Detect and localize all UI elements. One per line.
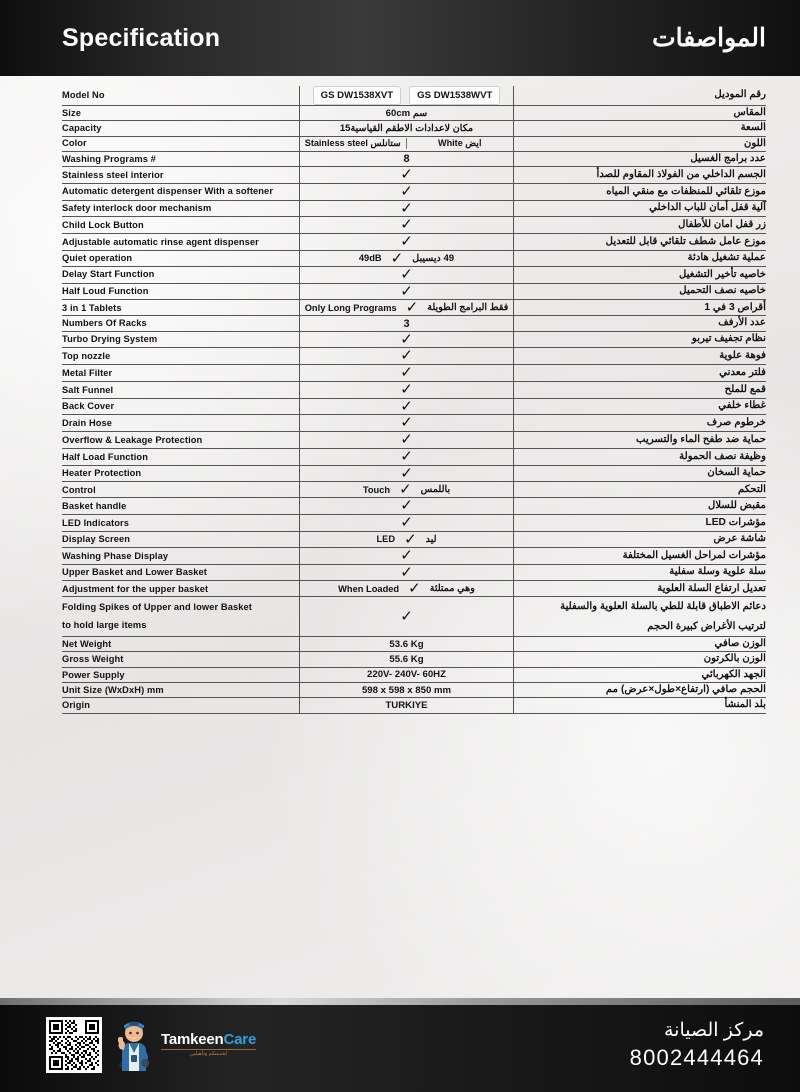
row-value — [300, 331, 514, 348]
value-text: 55.6 Kg — [389, 654, 424, 666]
model-badge[interactable]: GS DW1538XVT — [313, 86, 402, 105]
row-value — [300, 283, 514, 300]
value-text: 60cm سم — [385, 107, 428, 119]
row-label-arabic: عملية تشغيل هادئة — [514, 250, 767, 266]
value-text: 598 x 598 x 850 mm — [361, 684, 452, 696]
row-label-english: Color — [62, 136, 300, 151]
page-footer — [0, 998, 800, 1092]
table-row — [62, 316, 766, 331]
row-value — [300, 86, 514, 106]
row-value — [300, 234, 514, 251]
row-value — [300, 300, 514, 316]
page-title-arabic: المواصفات — [652, 24, 766, 52]
row-label-english-line: Folding Spikes of Upper and lower Basket — [62, 602, 252, 613]
row-value — [300, 482, 514, 498]
row-label-arabic: حماية ضد طفح الماء والتسريب — [514, 432, 767, 449]
table-row — [62, 547, 766, 564]
row-label-arabic: فلتر معدني — [514, 365, 767, 382]
row-label-arabic: خاصيه نصف التحميل — [514, 283, 767, 300]
row-label-arabic: نظام تجفيف تيربو — [514, 331, 767, 348]
table-row — [62, 698, 766, 713]
row-label-arabic: تعديل ارتفاع السلة العلوية — [514, 581, 767, 597]
row-value — [300, 581, 514, 597]
row-label-english: Unit Size (WxDxH) mm — [62, 683, 300, 698]
checkmark-icon: ✓ — [400, 607, 413, 625]
row-value — [300, 564, 514, 581]
row-label-english: Salt Funnel — [62, 381, 300, 398]
row-label-english: Adjustable automatic rinse agent dispenser — [62, 234, 300, 251]
row-value — [300, 465, 514, 482]
checkmark-icon: ✓ — [400, 364, 413, 382]
brand-wordmark — [161, 1032, 256, 1057]
row-value — [300, 151, 514, 166]
checkmark-icon: ✓ — [400, 182, 413, 200]
checkmark-icon: ✓ — [400, 514, 413, 532]
table-row — [62, 415, 766, 432]
value-label-english: When Loaded — [338, 583, 400, 594]
table-row — [62, 331, 766, 348]
specification-table-body — [62, 86, 766, 713]
brand-name — [161, 1032, 256, 1047]
table-row — [62, 498, 766, 515]
table-row — [62, 637, 766, 652]
row-label-english: Half Load Function — [62, 448, 300, 465]
row-value — [300, 250, 514, 266]
value-label-arabic: وهي ممتلئة — [429, 583, 475, 595]
row-label-english: Washing Programs # — [62, 151, 300, 166]
checkmark-icon: ✓ — [390, 249, 404, 267]
row-label-english — [62, 597, 300, 637]
row-label-arabic: سلة علوية وسلة سفلية — [514, 564, 767, 581]
row-value — [300, 415, 514, 432]
checkmark-icon: ✓ — [408, 580, 421, 598]
value-label-arabic: 49 ديسيبل — [412, 252, 455, 264]
dual-language-value — [300, 251, 513, 266]
value-text: 3 — [403, 317, 410, 330]
qr-code[interactable] — [46, 1017, 102, 1073]
table-row — [62, 515, 766, 532]
row-label-english: Net Weight — [62, 637, 300, 652]
table-row — [62, 300, 766, 316]
table-row — [62, 348, 766, 365]
tamkeen-care-logo — [112, 1019, 256, 1071]
table-row — [62, 448, 766, 465]
row-label-english: Top nozzle — [62, 348, 300, 365]
page-header — [0, 0, 800, 76]
row-label-arabic: موزع عامل شطف تلقائي قابل للتعديل — [514, 234, 767, 251]
row-label-arabic: اللون — [514, 136, 767, 151]
row-label-arabic: موزع تلقائي للمنظفات مع منقي المياه — [514, 183, 767, 200]
row-label-english: Capacity — [62, 121, 300, 136]
row-value — [300, 448, 514, 465]
row-label-english: Upper Basket and Lower Basket — [62, 564, 300, 581]
model-badge-group — [300, 86, 513, 105]
row-label-arabic: خرطوم صرف — [514, 415, 767, 432]
table-row — [62, 597, 766, 637]
checkmark-icon: ✓ — [400, 431, 413, 449]
dual-language-value — [300, 581, 513, 596]
value-label-arabic: ليد — [425, 533, 437, 545]
row-label-english: Control — [62, 482, 300, 498]
row-value — [300, 698, 514, 713]
table-row — [62, 217, 766, 234]
row-value — [300, 136, 514, 151]
color-option: White ايض — [438, 138, 482, 149]
row-value — [300, 200, 514, 217]
row-label-arabic: قمع للملح — [514, 381, 767, 398]
row-value — [300, 121, 514, 136]
checkmark-icon: ✓ — [405, 299, 419, 317]
row-label-arabic: خاصيه تأخير التشغيل — [514, 266, 767, 283]
checkmark-icon: ✓ — [400, 464, 413, 482]
checkmark-icon: ✓ — [400, 166, 413, 184]
row-label-english: Power Supply — [62, 667, 300, 682]
value-label-english: Touch — [362, 484, 391, 495]
row-value — [300, 498, 514, 515]
table-row — [62, 200, 766, 217]
table-row — [62, 381, 766, 398]
row-label-english: Origin — [62, 698, 300, 713]
table-row — [62, 581, 766, 597]
row-label-english: Heater Protection — [62, 465, 300, 482]
checkmark-icon: ✓ — [400, 546, 413, 564]
table-row — [62, 250, 766, 266]
row-label-english: Model No — [62, 86, 300, 106]
row-label-english: Metal Filter — [62, 365, 300, 382]
value-label-english: LED — [376, 534, 396, 545]
table-row — [62, 398, 766, 415]
row-label-arabic: الجسم الداخلي من الفولاذ المقاوم للصدأ — [514, 167, 767, 184]
row-value — [300, 398, 514, 415]
footer-branding-group — [46, 1017, 256, 1073]
specification-table — [62, 86, 766, 714]
row-label-arabic-line: دعائم الاطباق قابلة للطي بالسلة العلوية والسفلية — [560, 601, 766, 613]
row-label-english: Quiet operation — [62, 250, 300, 266]
specification-sheet — [0, 76, 800, 998]
row-label-arabic: المقاس — [514, 106, 767, 121]
row-label-arabic: حماية السخان — [514, 465, 767, 482]
color-option-group — [300, 138, 513, 149]
row-value — [300, 683, 514, 698]
row-label-arabic: آلية قفل أمان للباب الداخلي — [514, 200, 767, 217]
table-row — [62, 531, 766, 547]
table-row — [62, 652, 766, 667]
row-value — [300, 365, 514, 382]
row-label-english: Basket handle — [62, 498, 300, 515]
row-value — [300, 667, 514, 682]
row-value — [300, 316, 514, 331]
brand-tagline: لخدمتكم وتأهيلين — [190, 1051, 227, 1058]
row-label-arabic-line: لترتيب الأغراض كبيرة الحجم — [647, 620, 766, 632]
row-label-english: Numbers Of Racks — [62, 316, 300, 331]
table-row — [62, 151, 766, 166]
checkmark-icon: ✓ — [399, 481, 412, 499]
row-value — [300, 167, 514, 184]
row-label-arabic: شاشة عرض — [514, 531, 767, 547]
row-label-english: Turbo Drying System — [62, 331, 300, 348]
row-value — [300, 217, 514, 234]
row-label-arabic: السعة — [514, 121, 767, 136]
dual-language-value — [300, 300, 513, 315]
model-badge[interactable]: GS DW1538WVT — [409, 86, 500, 105]
value-label-arabic: باللمس — [420, 484, 451, 496]
row-label-english: Overflow & Leakage Protection — [62, 432, 300, 449]
checkmark-icon: ✓ — [400, 233, 413, 251]
checkmark-icon: ✓ — [400, 265, 413, 283]
table-row — [62, 465, 766, 482]
table-row — [62, 136, 766, 151]
row-label-arabic: الجهد الكهربائي — [514, 667, 767, 682]
footer-divider — [0, 998, 800, 1005]
table-row — [62, 266, 766, 283]
table-row — [62, 106, 766, 121]
row-label-arabic: مقبض للسلال — [514, 498, 767, 515]
service-center-label: مركز الصيانة — [663, 1020, 764, 1041]
brand-name-secondary: Care — [223, 1031, 257, 1049]
service-center-block — [630, 1019, 764, 1071]
row-label-arabic: زر قفل امان للأطفال — [514, 217, 767, 234]
row-label-arabic: الوزن بالكرتون — [514, 652, 767, 667]
row-value — [300, 547, 514, 564]
table-row — [62, 564, 766, 581]
row-value — [300, 432, 514, 449]
row-label-english: Gross Weight — [62, 652, 300, 667]
technician-mascot-icon — [112, 1019, 156, 1071]
table-row — [62, 283, 766, 300]
row-label-english: Child Lock Button — [62, 217, 300, 234]
dual-language-value — [300, 482, 513, 497]
row-label-english: LED Indicators — [62, 515, 300, 532]
dual-language-value — [300, 532, 513, 547]
row-label-arabic: مؤشرات لمراحل الغسيل المختلفة — [514, 547, 767, 564]
row-label-arabic: عدد الأرفف — [514, 316, 767, 331]
row-value — [300, 637, 514, 652]
value-text: 8 — [403, 152, 410, 165]
checkmark-icon: ✓ — [400, 563, 413, 581]
value-label-english: Only Long Programs — [304, 302, 397, 313]
table-row — [62, 667, 766, 682]
row-label-english: Delay Start Function — [62, 266, 300, 283]
row-label-arabic: بلد المنشأ — [514, 698, 767, 713]
row-label-english: Stainless steel interior — [62, 167, 300, 184]
row-label-english: Back Cover — [62, 398, 300, 415]
table-row — [62, 432, 766, 449]
row-label-english: Automatic detergent dispenser With a softener — [62, 183, 300, 200]
row-label-arabic: التحكم — [514, 482, 767, 498]
checkmark-icon: ✓ — [400, 447, 413, 465]
checkmark-icon: ✓ — [400, 497, 413, 515]
checkmark-icon: ✓ — [400, 330, 413, 348]
value-label-english: 49dB — [358, 253, 382, 264]
row-label-english: Display Screen — [62, 531, 300, 547]
checkmark-icon: ✓ — [400, 380, 413, 398]
row-label-english: Half Loud Function — [62, 283, 300, 300]
row-value — [300, 381, 514, 398]
table-row — [62, 683, 766, 698]
row-value — [300, 531, 514, 547]
row-label-english-line: to hold large items — [62, 619, 147, 630]
page-title-english: Specification — [62, 23, 221, 52]
table-row — [62, 167, 766, 184]
color-option: Stainless steel ستانلس — [300, 138, 407, 149]
row-value — [300, 597, 514, 637]
row-label-arabic: غطاء خلفي — [514, 398, 767, 415]
row-label-english: Safety interlock door mechanism — [62, 200, 300, 217]
value-text: 220V- 240V- 60HZ — [367, 669, 446, 681]
service-center-phone[interactable]: 8002444464 — [629, 1045, 764, 1070]
checkmark-icon: ✓ — [400, 397, 413, 415]
value-text: TURKIYE — [385, 699, 428, 711]
row-label-english: 3 in 1 Tablets — [62, 300, 300, 316]
row-label-english: Size — [62, 106, 300, 121]
row-label-arabic: أقراص 3 في 1 — [514, 300, 767, 316]
checkmark-icon: ✓ — [400, 216, 413, 234]
row-value — [300, 652, 514, 667]
table-row — [62, 183, 766, 200]
checkmark-icon: ✓ — [400, 199, 413, 217]
table-row — [62, 234, 766, 251]
qr-code-glyph — [49, 1020, 99, 1070]
table-row — [62, 365, 766, 382]
checkmark-icon: ✓ — [400, 347, 413, 365]
row-label-arabic: وظيفة نصف الحمولة — [514, 448, 767, 465]
row-label-english: Washing Phase Display — [62, 547, 300, 564]
checkmark-icon: ✓ — [400, 414, 413, 432]
checkmark-icon: ✓ — [400, 282, 413, 300]
row-label-arabic: عدد برامج الغسيل — [514, 151, 767, 166]
row-label-arabic: الحجم صافي (ارتفاع×طول×عرض) مم — [514, 683, 767, 698]
row-label-arabic: فوهة علوية — [514, 348, 767, 365]
row-value — [300, 266, 514, 283]
row-label-arabic — [514, 597, 767, 637]
row-value — [300, 106, 514, 121]
row-label-arabic: مؤشرات LED — [514, 515, 767, 532]
row-label-arabic: الوزن صافي — [514, 637, 767, 652]
row-label-arabic: رقم الموديل — [514, 86, 767, 106]
row-value — [300, 183, 514, 200]
value-text: 15مكان لاعدادات الاطقم القياسية — [339, 122, 474, 134]
value-text: 53.6 Kg — [389, 638, 424, 650]
table-row — [62, 121, 766, 136]
table-row — [62, 482, 766, 498]
checkmark-icon: ✓ — [404, 530, 417, 548]
table-row — [62, 86, 766, 106]
value-label-arabic: فقط البرامج الطويلة — [427, 302, 509, 314]
row-label-english: Drain Hose — [62, 415, 300, 432]
brand-name-primary: Tamkeen — [161, 1031, 224, 1049]
row-value — [300, 515, 514, 532]
row-label-english: Adjustment for the upper basket — [62, 581, 300, 597]
row-value — [300, 348, 514, 365]
